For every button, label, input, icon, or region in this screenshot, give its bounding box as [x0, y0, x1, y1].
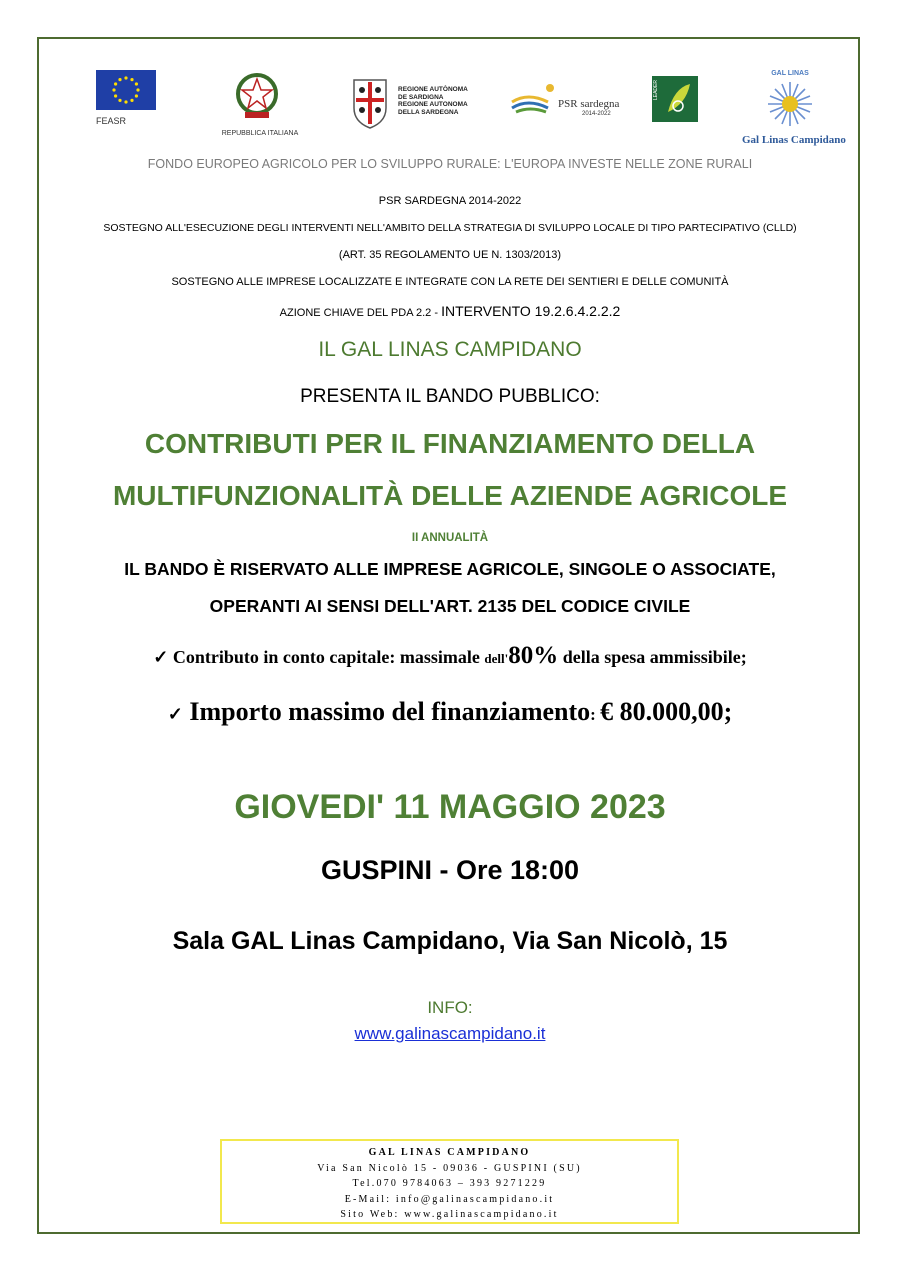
intervento-text: INTERVENTO 19.2.6.4.2.2.2 — [441, 303, 621, 319]
importo-text: Importo massimo del finanziamento — [189, 697, 591, 726]
leader-logo — [652, 76, 698, 122]
riservato-line-2: OPERANTI AI SENSI DELL'ART. 2135 DEL CODICE CIVILE — [209, 596, 691, 616]
feasr-caption: FEASR — [96, 116, 127, 126]
italy-caption: REPUBBLICA ITALIANA — [221, 130, 299, 137]
leader-label: LEADER — [653, 80, 659, 101]
eu-flag-logo — [96, 70, 156, 110]
gal-linas-logo — [742, 68, 846, 150]
contributo-percent: 80% — [508, 642, 559, 669]
ras-line: DELLA SARDEGNA — [398, 108, 459, 116]
annualita-label: II ANNUALITÀ — [411, 532, 489, 544]
importo-line — [37, 697, 863, 727]
importo-colon: : — [590, 705, 601, 724]
check-icon: ✓ — [167, 704, 183, 724]
presenta-bando: PRESENTA IL BANDO PUBBLICO: — [300, 386, 600, 407]
ras-line: DE SARDIGNA — [398, 93, 444, 101]
psr-sardegna-text: PSR SARDEGNA 2014-2022 — [378, 195, 522, 207]
info-label: INFO: — [427, 998, 473, 1017]
ras-line: REGIONE AUTÒNOMA — [398, 86, 468, 93]
sardinia-region-text — [398, 86, 468, 116]
ras-line: REGIONE AUTONOMA — [398, 101, 468, 108]
website-link[interactable]: www.galinascampidano.it — [354, 1024, 546, 1043]
importo-amount: € 80.000,00; — [600, 697, 733, 726]
page-border — [37, 37, 860, 1234]
sostegno-imprese-text: SOSTEGNO ALLE IMPRESE LOCALIZZATE E INTEGRATE CON LA RETE DEI SENTIERI E DELLE COMUNITÀ — [171, 276, 729, 288]
footer-contact-box — [220, 1139, 679, 1224]
psr-sardegna-logo — [508, 78, 618, 122]
check-icon: ✓ — [153, 647, 169, 667]
event-venue: Sala GAL Linas Campidano, Via San Nicolò, 15 — [172, 927, 728, 955]
contributo-dell: dell' — [484, 651, 509, 666]
gal-logo-name: Gal Linas Campidano — [742, 134, 846, 146]
fondo-europeo-text: FONDO EUROPEO AGRICOLO PER LO SVILUPPO RURALE: L'EUROPA INVESTE NELLE ZONE RURALI — [147, 157, 753, 171]
sardinia-shield-logo — [348, 74, 392, 130]
psr-years: 2014-2022 — [582, 111, 611, 117]
riservato-line-1: IL BANDO È RISERVATO ALLE IMPRESE AGRICOLE, SINGOLE O ASSOCIATE, — [124, 559, 776, 579]
contributo-spesa: della spesa ammissibile; — [558, 647, 747, 667]
regolamento-text: (ART. 35 REGOLAMENTO UE N. 1303/2013) — [338, 249, 562, 261]
azione-chiave-line — [37, 303, 863, 319]
footer-address: Via San Nicolò 15 - 09036 - GUSPINI (SU) — [317, 1162, 582, 1174]
footer-website[interactable]: Sito Web: www.galinascampidano.it — [340, 1209, 559, 1220]
event-time: GUSPINI - Ore 18:00 — [320, 855, 580, 885]
footer-org-name: GAL LINAS CAMPIDANO — [368, 1147, 531, 1158]
footer-phone: Tel.070 9784063 – 393 9271229 — [352, 1178, 547, 1189]
bando-title-line-1: CONTRIBUTI PER IL FINANZIAMENTO DELLA — [144, 428, 756, 459]
azione-chiave-text: AZIONE CHIAVE DEL PDA 2.2 - — [279, 307, 442, 319]
bando-title-line-2: MULTIFUNZIONALITÀ DELLE AZIENDE AGRICOLE — [112, 480, 788, 511]
italian-emblem-logo — [233, 70, 281, 122]
sostegno-clld-text: SOSTEGNO ALL'ESECUZIONE DEGLI INTERVENTI NELL'AMBITO DELLA STRATEGIA DI SVILUPPO LOCALE DI TIPO PARTECIPATIVO (CLLD) — [103, 222, 797, 234]
contributo-line — [37, 642, 863, 670]
footer-email[interactable]: E-Mail: info@galinascampidano.it — [344, 1193, 555, 1205]
gal-presenter: IL GAL LINAS CAMPIDANO — [318, 338, 582, 361]
contributo-text: Contributo in conto capitale: massimale — [172, 647, 485, 667]
psr-label: PSR sardegna — [558, 98, 620, 110]
event-date: GIOVEDI' 11 MAGGIO 2023 — [234, 788, 666, 826]
gal-logo-top-text: GAL LINAS — [771, 70, 809, 77]
